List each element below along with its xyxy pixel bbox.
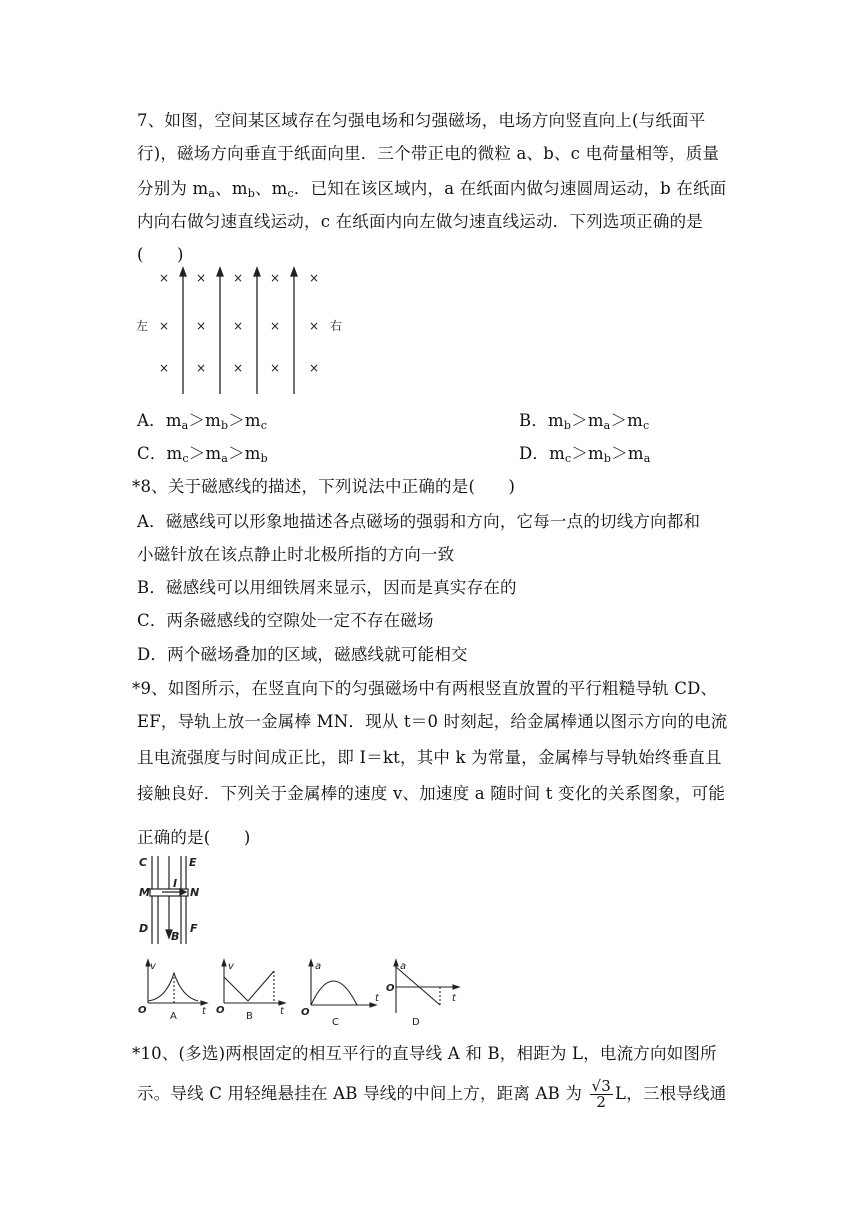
- origin-label: O: [301, 1007, 310, 1018]
- cross-mark: ×: [308, 361, 320, 375]
- graph-label: D: [412, 1017, 420, 1027]
- graph-d: [386, 957, 468, 1027]
- label-m: M: [139, 886, 150, 899]
- graph-a: [136, 957, 212, 1021]
- graph-label: B: [246, 1011, 253, 1021]
- q9-rail-figure: [136, 852, 216, 947]
- q7-option-b: B．$m_b>m_a>m_c$: [519, 411, 650, 432]
- axis-x-label: t: [452, 993, 456, 1004]
- q9-line-4: 接触良好．下列关于金属棒的速度 v、加速度 a 随时间 t 变化的关系图象，可能: [137, 784, 726, 803]
- cross-mark: ×: [158, 361, 170, 375]
- q7-option-d: D．$m_c>m_b>m_a$: [519, 444, 651, 465]
- graph-label: A: [170, 1011, 177, 1021]
- q10-line-2-post: L，三根导线通: [615, 1084, 727, 1103]
- axis-y-label: v: [228, 961, 234, 972]
- q8-option-b: B．磁感线可以用细铁屑来显示，因而是真实存在的: [137, 578, 517, 597]
- q7-line-5: ( ): [137, 245, 184, 264]
- axis-x-label: t: [375, 993, 379, 1004]
- axis-x-label: t: [202, 1006, 206, 1017]
- sqrt3-over-2-fraction: [590, 1079, 614, 1110]
- q8-option-c: C．两条磁感线的空隙处一定不存在磁场: [137, 611, 434, 630]
- cross-mark: ×: [158, 319, 170, 333]
- cross-mark: ×: [308, 271, 320, 285]
- q7-line-1: 7、如图，空间某区域存在匀强电场和匀强磁场，电场方向竖直向上(与纸面平: [137, 111, 706, 130]
- q7-line-3: 分别为 $m_a$、$m_b$、$m_c$．已知在该区域内，a 在纸面内做匀速圆周运动，b 在纸面: [137, 179, 727, 200]
- q8-option-d: D．两个磁场叠加的区域，磁感线就可能相交: [137, 645, 468, 664]
- label-i: I: [173, 877, 178, 890]
- q9-line-3: 且电流强度与时间成正比，即 I＝kt，其中 k 为常量，金属棒与导轨始终垂直且: [137, 748, 722, 767]
- cross-mark: ×: [269, 271, 281, 285]
- label-c: C: [139, 856, 148, 869]
- origin-label: O: [216, 1005, 225, 1016]
- q10-line-1: *10、(多选)两根固定的相互平行的直导线 A 和 B，相距为 L，电流方向如图所: [132, 1044, 717, 1063]
- q7-line-4: 内向右做匀速直线运动，c 在纸面内向左做匀速直线运动．下列选项正确的是: [137, 212, 703, 231]
- left-label: 左: [136, 319, 149, 333]
- right-label: 右: [330, 319, 343, 333]
- cross-mark: ×: [232, 361, 244, 375]
- cross-mark: ×: [158, 271, 170, 285]
- fraction-denominator: 2: [596, 1093, 607, 1111]
- fraction-numerator: √3: [591, 1077, 612, 1095]
- label-e: E: [189, 856, 197, 869]
- cross-mark: ×: [308, 319, 320, 333]
- axis-x-label: t: [280, 1006, 284, 1017]
- q8-option-a: A．磁感线可以形象地描述各点磁场的强弱和方向，它每一点的切线方向都和: [137, 512, 701, 531]
- cross-mark: ×: [195, 271, 207, 285]
- axis-y-label: a: [400, 961, 407, 972]
- q7-field-figure: [130, 262, 350, 397]
- origin-label: O: [386, 983, 395, 994]
- label-b: B: [171, 930, 180, 943]
- cross-mark: ×: [269, 361, 281, 375]
- origin-label: O: [138, 1005, 147, 1016]
- q10-line-2-pre: 示。导线 C 用轻绳悬挂在 AB 导线的中间上方，距离 AB 为: [137, 1084, 583, 1103]
- q8-option-a-cont: 小磁针放在该点静止时北极所指的方向一致: [137, 545, 455, 564]
- cross-mark: ×: [195, 319, 207, 333]
- graph-c: [301, 957, 383, 1027]
- cross-mark: ×: [269, 319, 281, 333]
- q9-line-1: *9、如图所示，在竖直向下的匀强磁场中有两根竖直放置的平行粗糙导轨 CD、: [132, 679, 718, 698]
- q9-line-2: EF，导轨上放一金属棒 MN．现从 t＝0 时刻起，给金属棒通以图示方向的电流: [137, 712, 728, 731]
- q7-line-2: 行)，磁场方向垂直于纸面向里．三个带正电的微粒 a、b、c 电荷量相等，质量: [137, 144, 720, 163]
- q8-stem: *8、关于磁感线的描述，下列说法中正确的是( ): [132, 477, 516, 496]
- axis-y-label: v: [150, 961, 156, 972]
- graph-b: [216, 957, 292, 1021]
- label-d: D: [139, 922, 149, 935]
- label-n: N: [190, 886, 200, 899]
- graph-label: C: [332, 1017, 339, 1027]
- cross-mark: ×: [232, 271, 244, 285]
- q7-option-c: C．$m_c>m_a>m_b$: [137, 444, 268, 465]
- axis-y-label: a: [315, 961, 322, 972]
- cross-mark: ×: [195, 361, 207, 375]
- q10-line-2: [137, 1079, 726, 1110]
- q7-option-a: A．$m_a>m_b>m_c$: [137, 411, 268, 432]
- cross-mark: ×: [232, 319, 244, 333]
- label-f: F: [190, 922, 198, 935]
- q9-line-5: 正确的是( ): [137, 828, 251, 847]
